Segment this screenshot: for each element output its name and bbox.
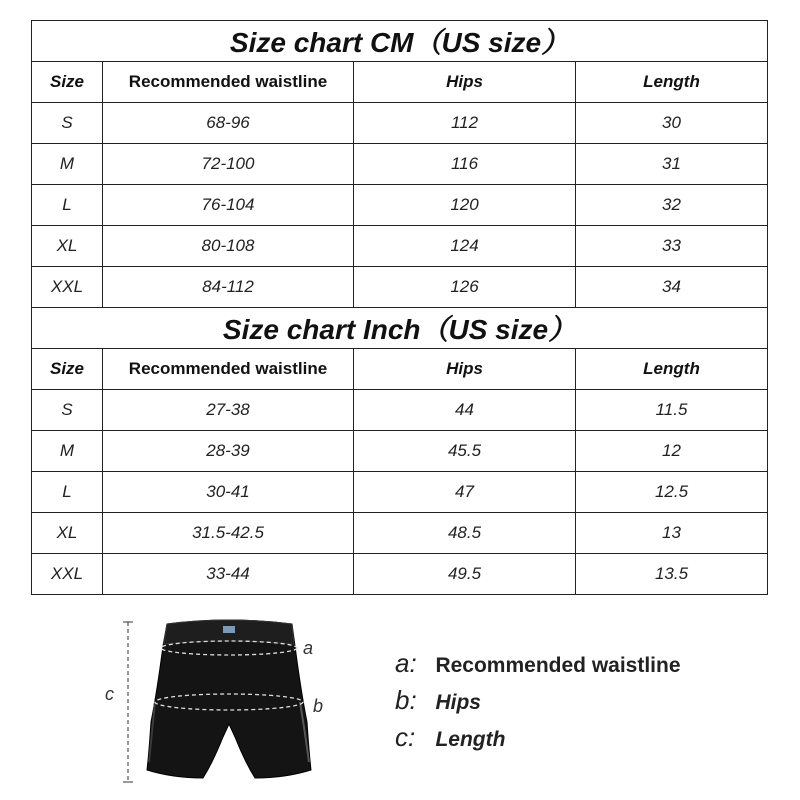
cm-header-row — [32, 62, 768, 103]
length-cell: 31 — [576, 144, 768, 185]
cm-table-title: Size chart CM（US size） — [32, 21, 768, 62]
waist-cell: 68-96 — [103, 103, 354, 144]
header-hips: Hips — [354, 62, 576, 103]
legend-key: c: — [395, 722, 416, 752]
label-c: c — [105, 684, 114, 704]
table-row — [32, 472, 768, 513]
legend-value: Hips — [435, 691, 481, 714]
header-length: Length — [576, 62, 768, 103]
hips-cell: 120 — [354, 185, 576, 226]
table-row — [32, 390, 768, 431]
hips-cell: 124 — [354, 226, 576, 267]
table-row — [32, 144, 768, 185]
header-hips: Hips — [354, 349, 576, 390]
length-cell: 11.5 — [576, 390, 768, 431]
table-row — [32, 226, 768, 267]
table-row — [32, 431, 768, 472]
label-a: a — [303, 638, 314, 658]
legend-item-a — [395, 648, 681, 679]
length-cell: 30 — [576, 103, 768, 144]
size-cell: XL — [32, 513, 103, 554]
length-cell: 33 — [576, 226, 768, 267]
size-cell: XL — [32, 226, 103, 267]
size-cell: S — [32, 103, 103, 144]
length-cell: 12.5 — [576, 472, 768, 513]
hips-cell: 45.5 — [354, 431, 576, 472]
hips-cell: 112 — [354, 103, 576, 144]
legend-key: a: — [395, 648, 417, 678]
table-row — [32, 267, 768, 308]
hips-cell: 48.5 — [354, 513, 576, 554]
legend-value: Length — [435, 728, 506, 751]
waist-cell: 33-44 — [103, 554, 354, 595]
legend-item-b — [395, 685, 481, 716]
waist-cell: 76-104 — [103, 185, 354, 226]
legend-value: Recommended waistline — [435, 654, 681, 677]
inch-header-row — [32, 349, 768, 390]
size-cell: L — [32, 185, 103, 226]
hips-cell: 44 — [354, 390, 576, 431]
table-row — [32, 185, 768, 226]
length-cell: 13.5 — [576, 554, 768, 595]
size-cell: XXL — [32, 267, 103, 308]
length-cell: 34 — [576, 267, 768, 308]
waist-cell: 27-38 — [103, 390, 354, 431]
legend-key: b: — [395, 685, 417, 715]
length-cell: 13 — [576, 513, 768, 554]
inch-size-table — [31, 307, 768, 595]
waist-cell: 31.5-42.5 — [103, 513, 354, 554]
length-cell: 32 — [576, 185, 768, 226]
header-length: Length — [576, 349, 768, 390]
cm-size-table — [31, 20, 768, 308]
size-cell: L — [32, 472, 103, 513]
header-size: Size — [32, 62, 103, 103]
size-cell: XXL — [32, 554, 103, 595]
label-b: b — [313, 696, 324, 716]
size-cell: M — [32, 144, 103, 185]
size-cell: S — [32, 390, 103, 431]
shorts-measurement-diagram — [95, 612, 355, 792]
hips-cell: 126 — [354, 267, 576, 308]
inch-table-title: Size chart Inch（US size） — [32, 308, 768, 349]
waist-cell: 84-112 — [103, 267, 354, 308]
header-size: Size — [32, 349, 103, 390]
size-cell: M — [32, 431, 103, 472]
legend-item-c — [395, 722, 505, 753]
waist-cell: 28-39 — [103, 431, 354, 472]
waist-cell: 30-41 — [103, 472, 354, 513]
header-waist: Recommended waistline — [103, 349, 354, 390]
hips-cell: 49.5 — [354, 554, 576, 595]
table-row — [32, 554, 768, 595]
table-row — [32, 103, 768, 144]
table-row — [32, 513, 768, 554]
length-cell: 12 — [576, 431, 768, 472]
waist-cell: 80-108 — [103, 226, 354, 267]
hips-cell: 47 — [354, 472, 576, 513]
waist-cell: 72-100 — [103, 144, 354, 185]
header-waist: Recommended waistline — [103, 62, 354, 103]
hips-cell: 116 — [354, 144, 576, 185]
